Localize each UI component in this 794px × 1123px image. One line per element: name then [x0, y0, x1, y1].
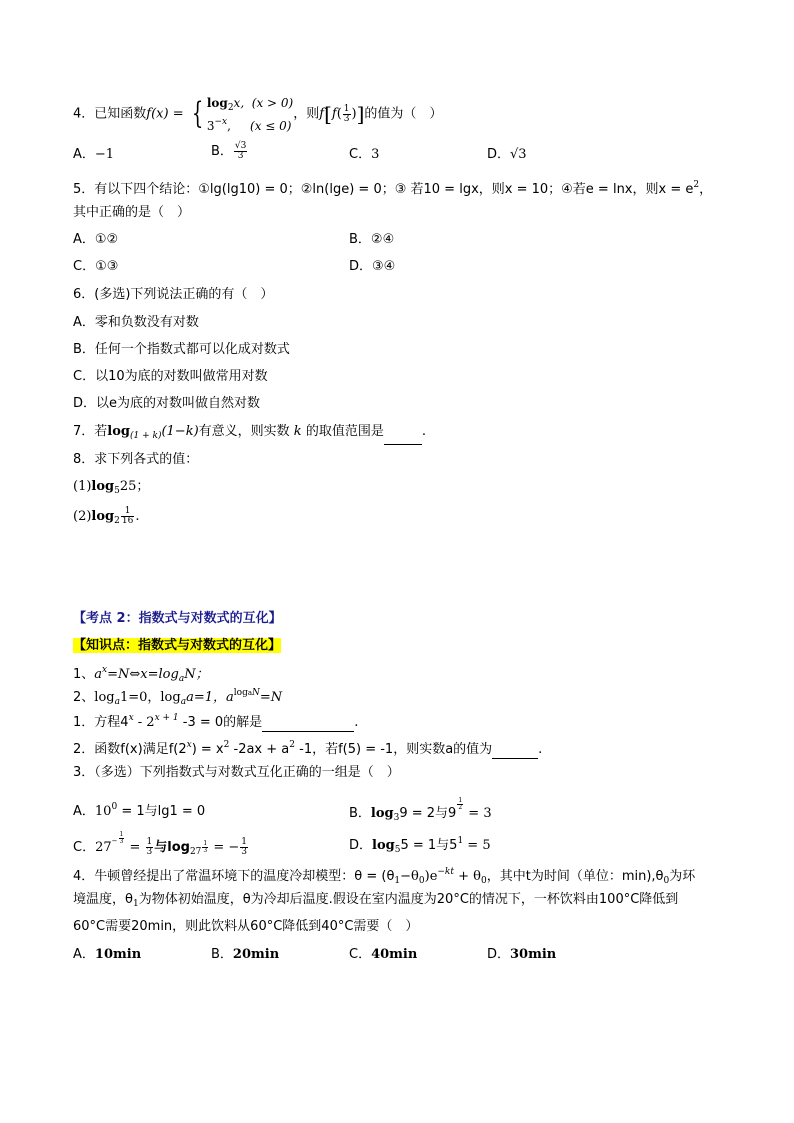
q5-option-d [349, 258, 395, 276]
q4-option-c-label: C． [349, 147, 372, 162]
s2q3-option-c-label: C． [73, 840, 96, 855]
s2q3-option-b [349, 798, 492, 827]
s2q4-line1-sup: −kt [437, 867, 455, 877]
s2q3-option-c-frac-den: 3 [146, 847, 153, 857]
q5-option-b [349, 231, 394, 249]
q5-option-c-value: ①③ [95, 259, 119, 274]
s2q3-option-c-log-arg [202, 841, 208, 854]
s2q4-line1-b: −θ [400, 869, 419, 884]
q4-option-a-label: A． [73, 147, 95, 162]
q5-option-a-value: ①② [94, 232, 119, 247]
s2q3-option-a [73, 798, 205, 821]
s2q1-text-1: 方程4 [94, 715, 129, 730]
s2q4-option-b [211, 946, 279, 964]
knowledge-item1-x: x [102, 665, 108, 675]
s2q2-text-2: ) = x [191, 742, 224, 757]
q4-option-b [211, 142, 248, 161]
q4-option-a [73, 146, 114, 164]
s2q4-line1-s3: 0 [481, 876, 487, 886]
q4-bracket-open: [ [324, 102, 332, 126]
q8-text: 求下列各式的值： [94, 452, 199, 467]
q4-case1-cond: (x > 0) [251, 95, 294, 110]
s2q3-text: （多选）下列指数式与对数式互化正确的一组是（ ） [94, 765, 400, 780]
q7-base: (1 + k) [130, 431, 162, 441]
s2q3-option-c [73, 832, 249, 861]
s2q3-option-a-t2: = 1与lg1 = 0 [117, 804, 206, 819]
s2q4-option-d-label: D． [487, 947, 511, 962]
q4-option-d-value: √3 [510, 147, 527, 162]
knowledge-item2-sup-log: log [233, 688, 248, 698]
s2q4-line3-text: 60°C需要20min，则此饮料从60°C降低到40°C需要（ ） [73, 919, 419, 934]
knowledge-item2-sup-n: N [252, 688, 260, 698]
q4-case1-base: 2 [227, 102, 234, 113]
s2q3-option-a-sup: 0 [111, 802, 118, 812]
s2q3-option-b-sub: 3 [393, 813, 400, 823]
q4-case-1 [207, 96, 293, 115]
q4-fx: f(x) [146, 106, 169, 122]
q8-stem [73, 451, 198, 469]
knowledge-item2-a-sub: a [114, 697, 120, 707]
q4-option-c-value: 3 [371, 147, 380, 162]
s2q4-option-a-label: A． [73, 947, 95, 962]
q6-text: (多选)下列说法正确的有（ ） [94, 287, 274, 302]
s2q3-option-c-log-arg-num: 1 [203, 840, 208, 847]
s2q3-option-b-exp [457, 798, 463, 811]
q4-option-b-label: B． [211, 144, 233, 159]
q6-number: 6． [73, 287, 95, 302]
s2q3-option-d [349, 832, 491, 859]
s2q2-sup1: x [186, 740, 192, 750]
knowledge-item1-end: N； [184, 667, 209, 682]
s2q4-option-d-value: 30min [510, 947, 557, 962]
q4-frac-num: 1 [343, 103, 350, 114]
s2q3-option-c-t2: = [125, 840, 145, 855]
knowledge-item-2 [73, 684, 282, 711]
s2q4-line2-a: 境温度，θ [73, 892, 133, 907]
knowledge-item2-num: 2、 [73, 690, 95, 705]
q7-text-3: 的取值范围是 [305, 424, 384, 439]
s2q3-option-c-frac-num: 1 [146, 837, 153, 847]
knowledge-point-heading [73, 637, 281, 655]
q6-option-c-value: 以10为底的对数叫做常用对数 [95, 369, 268, 384]
q4-case2-comma: , [227, 118, 231, 133]
s2q4-option-a [73, 946, 141, 964]
q6-option-a-label: A． [73, 315, 95, 330]
s2q4-line1-s4: 0 [663, 876, 670, 886]
s2q2-sup2: 2 [223, 740, 230, 750]
s2q3-option-c-log-arg-den: 3 [203, 847, 208, 854]
s2q3-option-b-label: B． [349, 806, 371, 821]
knowledge-item2-a: log [94, 690, 115, 705]
q4-case-2 [207, 115, 293, 133]
s2q3-option-a-label: A． [73, 804, 95, 819]
s2q4-number: 4． [73, 869, 95, 884]
knowledge-item2-sup-sub: a [247, 689, 253, 697]
s2q2-text-4: -1，若f(5) = -1，则实数a的值为 [295, 742, 493, 757]
q7-end: . [421, 424, 426, 439]
q7-answer-blank[interactable] [384, 430, 422, 445]
q4-stem: 4．已知函数f(x) = { $\log_2x$, (x > 0) $3^{-x}$, (x ≤ 0) ，则f[f( $\frac{1}{3}$ )]的值为（ ） [73, 95, 443, 133]
q6-option-b-label: B． [73, 342, 95, 357]
q8-part2-label: (2) [73, 509, 92, 524]
q4-frac-den: 3 [343, 113, 350, 124]
s2q3-option-c-rfrac-den: 3 [241, 847, 248, 857]
knowledge-item2-sup [234, 688, 260, 698]
s2q4-line1-d: + θ [454, 869, 481, 884]
q5-option-b-label: B． [349, 232, 371, 247]
q8-part2-log: log [91, 509, 115, 524]
q8-part2-base: 2 [114, 516, 120, 526]
s2q3-option-c-rfrac [240, 838, 248, 857]
q5-option-a [73, 231, 118, 249]
s2q3-option-b-exp-den: 2 [458, 804, 463, 811]
s2q3-option-b-exp-num: 1 [458, 797, 463, 804]
q8-part1-end: ； [136, 479, 150, 494]
s2q4-line1-a: 牛顿曾经提出了常温环境下的温度冷却模型：θ = (θ [94, 869, 395, 884]
s2q4-option-c-label: C． [349, 947, 372, 962]
s2q4-line1-e: ，其中t为时间（单位：min),θ [486, 869, 664, 884]
q7-number: 7． [73, 424, 95, 439]
q5-line-1 [73, 176, 712, 199]
s2q1-sup1: x [128, 713, 134, 723]
s2q2-stem [73, 736, 542, 759]
s2q4-line1-s1: 1 [394, 876, 401, 886]
q8-part1-arg: 25 [119, 479, 137, 494]
s2q3-option-d-sup: 1 [457, 836, 464, 846]
s2q2-text-3: -2ax + a [229, 742, 290, 757]
q5-sup: 2 [693, 180, 700, 190]
s2q4-option-c-value: 40min [371, 947, 418, 962]
s2q4-option-d [487, 946, 556, 964]
s2q2-text-1: 函数f(x)满足f(2 [94, 742, 187, 757]
q6-stem [73, 286, 273, 304]
q5-question: 其中正确的是（ ） [73, 205, 191, 220]
q4-case2-exp: −x [214, 116, 228, 127]
q4-brace: { [191, 96, 204, 131]
q4-piecewise [207, 96, 293, 133]
s2q3-option-c-frac [146, 838, 154, 857]
q4-option-d [487, 146, 527, 164]
q7-stem [73, 423, 426, 445]
s2q1-sup2: x + 1 [154, 713, 179, 723]
q6-option-d-label: D． [73, 396, 97, 411]
q6-option-d-value: 以e为底的对数叫做自然对数 [96, 396, 261, 411]
s2q3-option-b-t3: = 3 [464, 806, 492, 821]
q4-option-a-value: −1 [94, 147, 115, 162]
s2q4-line-2 [73, 891, 678, 913]
s2q3-option-c-sup-minus: − [111, 837, 118, 845]
s2q2-number: 2． [73, 742, 95, 757]
s2q4-line2-s1: 1 [132, 899, 139, 909]
s2q4-line2-b: 为物体初始温度，θ为冷却后温度.假设在室内温度为20°C的情况下，一杯饮料由100°C降低到 [138, 892, 679, 907]
q8-part1-base: 5 [114, 486, 120, 496]
q4-text-2: ，则 [293, 106, 320, 122]
s2q4-line1-f: 为环 [669, 869, 696, 884]
q6-option-d [73, 395, 260, 413]
knowledge-item2-c: a=1，a [186, 690, 234, 705]
s2q4-option-c [349, 946, 417, 964]
s2q3-option-c-t3: 与log [154, 840, 190, 855]
s2q3-option-b-t2: 9 = 2与9 [399, 806, 457, 821]
q4-f-outer: f [319, 106, 325, 122]
q5-option-a-label: A． [73, 232, 95, 247]
s2q4-option-b-label: B． [211, 947, 233, 962]
s2q3-option-c-exp-den: 3 [119, 838, 124, 845]
q8-number: 8． [73, 452, 95, 467]
s2q3-option-d-sub: 5 [394, 845, 401, 855]
q8-part2-fraction [121, 507, 134, 526]
q4-option-d-label: D． [487, 147, 511, 162]
q4-eq: = [168, 106, 188, 122]
q7-text-2: 有意义，则实数 [198, 424, 290, 439]
q4-option-c [349, 146, 379, 164]
q8-part-1 [73, 478, 149, 500]
q7-log: log [107, 424, 130, 439]
q4-f-inner: f [331, 106, 337, 122]
s2q1-number: 1． [73, 715, 95, 730]
q5-option-d-label: D． [349, 259, 373, 274]
q5-option-c-label: C． [73, 259, 96, 274]
s2q3-option-d-t2: 5 = 1与5 [400, 838, 458, 853]
q8-part1-log: log [91, 479, 115, 494]
s2q4-line1-c: )e [424, 869, 438, 884]
q4-text-1: 已知函数 [94, 106, 147, 122]
s2q1-text-2: - 2 [133, 715, 155, 730]
q8-part-2 [73, 502, 139, 532]
knowledge-item2-b: 1=0，log [119, 690, 181, 705]
knowledge-item1-a: a [94, 667, 103, 682]
q6-option-c-label: C． [73, 369, 96, 384]
q6-option-b [73, 341, 290, 359]
s2q3-option-c-exp [119, 832, 125, 845]
s2q2-sup3: 2 [289, 740, 295, 750]
q5-line1-end: ， [699, 182, 713, 197]
q8-part2-den: 16 [121, 516, 134, 526]
q4-option-b-num: √3 [234, 141, 247, 151]
s2q4-option-b-value: 20min [232, 947, 280, 962]
q7-k: k [289, 424, 306, 439]
knowledge-item2-b-sub: a [180, 697, 187, 707]
s2q1-end: . [354, 715, 359, 730]
s2q3-number: 3． [73, 765, 95, 780]
knowledge-item1-sub: a [178, 674, 185, 684]
s2q3-option-d-t3: = 5 [463, 838, 491, 853]
q4-option-b-den: 3 [237, 151, 244, 161]
q8-part2-num: 1 [121, 507, 134, 517]
s2q3-stem [73, 764, 400, 782]
s2q3-option-b-t1: log [370, 806, 394, 821]
s2q2-end: . [538, 742, 543, 757]
knowledge-item1-rest: =N⇔x=log [107, 667, 179, 682]
q5-number: 5． [73, 182, 95, 197]
q5-line-2 [73, 204, 190, 222]
q4-case2-base: 3 [206, 118, 215, 133]
s2q3-option-d-t1: log [372, 838, 395, 853]
q5-option-d-value: ③④ [372, 259, 396, 274]
section-2-heading: 【考点 2：指数式与对数式的互化】 [73, 611, 282, 626]
s2q2-answer-blank[interactable] [492, 744, 538, 759]
q6-option-c [73, 368, 268, 386]
q5-statement: 有以下四个结论：①lg(lg10) = 0；②ln(lge) = 0；③ 若10 = lgx，则x = 10；④若e = lnx，则x = e [94, 182, 694, 197]
s2q3-option-c-t1: 27 [95, 840, 112, 855]
q5-option-b-value: ②④ [370, 232, 395, 247]
q4-case2-cond: (x ≤ 0) [250, 118, 292, 133]
s2q3-option-a-t1: 10 [94, 804, 112, 819]
s2q4-line-1 [73, 863, 695, 890]
s2q3-option-d-label: D． [349, 838, 373, 853]
s2q3-option-c-sub: 27 [189, 847, 202, 857]
knowledge-point-label: 【知识点：指数式与对数式的互化】 [73, 638, 282, 653]
q8-part2-end: . [135, 509, 140, 524]
q4-option-b-fraction [234, 142, 247, 161]
q4-case1-log: log [206, 95, 228, 110]
q4-fraction [343, 105, 351, 124]
q7-text-1: 若 [94, 424, 108, 439]
q6-option-b-value: 任何一个指数式都可以化成对数式 [94, 342, 290, 357]
q8-part1-label: (1) [73, 479, 92, 494]
s2q3-option-c-rfrac-num: 1 [241, 837, 248, 847]
s2q1-stem [73, 709, 358, 732]
q4-text-3: 的值为（ ） [364, 106, 443, 122]
s2q3-option-c-exp-num: 1 [119, 831, 124, 838]
q4-bracket-close: ] [356, 102, 365, 126]
s2q4-option-a-value: 10min [94, 947, 142, 962]
s2q1-answer-blank[interactable] [262, 717, 354, 732]
q4-case1-var: x, [233, 95, 245, 110]
s2q4-line1-s2: 0 [418, 876, 425, 886]
s2q1-text-3: -3 = 0的解是 [178, 715, 263, 730]
q7-arg: (1−k) [161, 424, 199, 439]
q6-option-a-value: 零和负数没有对数 [94, 315, 199, 330]
s2q4-line-3 [73, 918, 418, 936]
q4-number: 4． [73, 106, 95, 122]
knowledge-item2-end: =N [259, 690, 283, 705]
knowledge-item1-num: 1、 [73, 667, 95, 682]
s2q3-option-c-t4: = − [209, 840, 240, 855]
section-2-title [73, 610, 282, 628]
q6-option-a [73, 314, 199, 332]
q5-option-c [73, 258, 118, 276]
